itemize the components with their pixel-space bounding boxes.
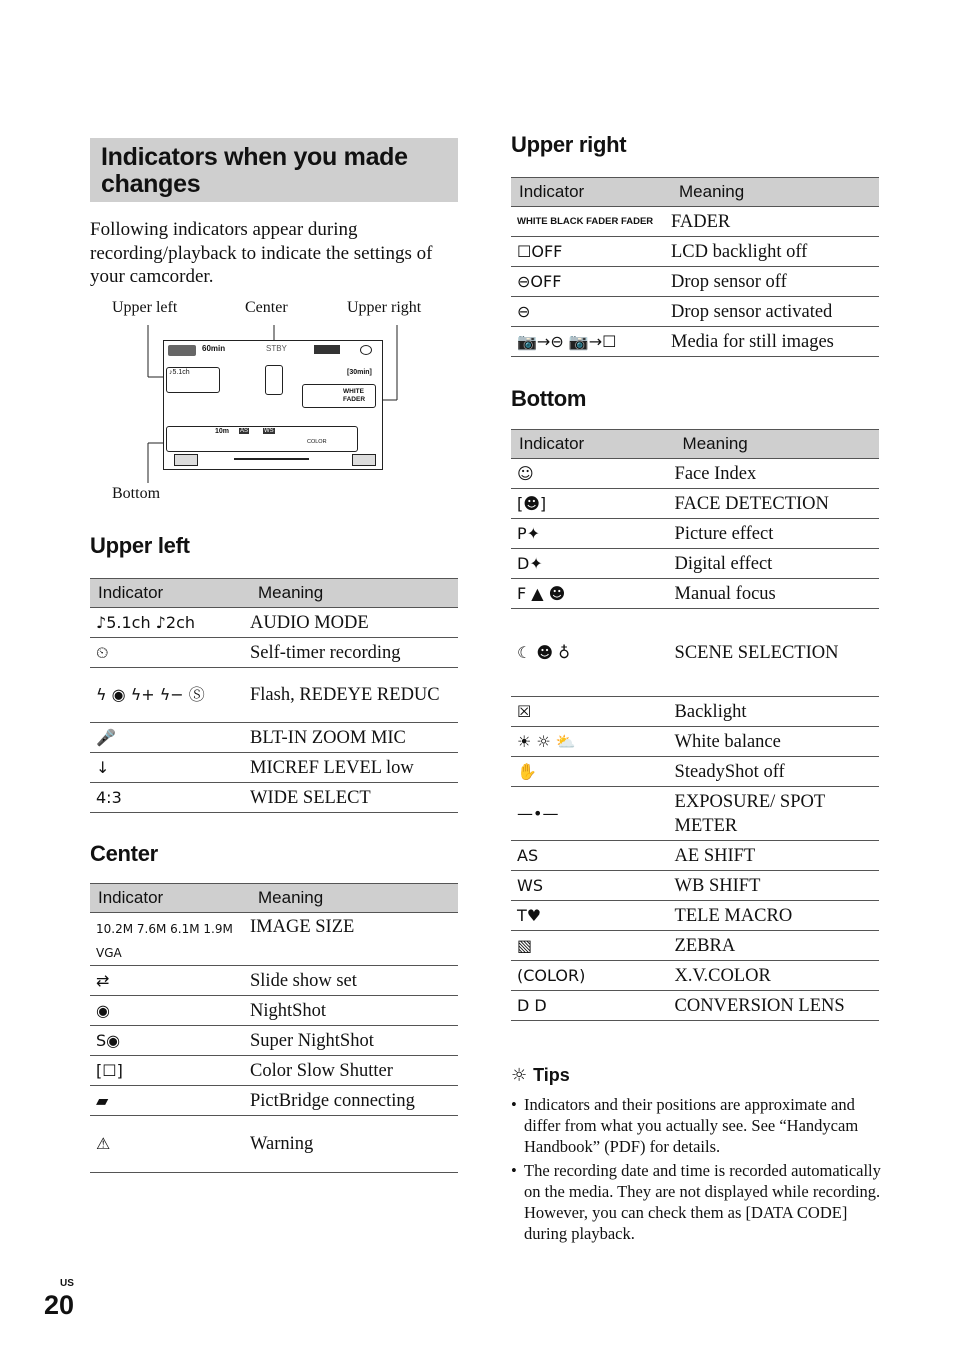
digital-effect-icon: D✦ xyxy=(511,549,675,579)
center-group xyxy=(265,365,283,395)
wb-shift-small: WS xyxy=(264,428,274,434)
manual-focus-icon: F ▲ ☻ xyxy=(511,579,675,609)
table-row xyxy=(511,489,879,519)
table-row xyxy=(511,267,879,297)
meaning-cell: NightShot xyxy=(250,996,458,1026)
table-row xyxy=(90,966,458,996)
diagram-label-center: Center xyxy=(245,299,288,316)
col-meaning: Meaning xyxy=(671,178,879,207)
meaning-cell: Flash, REDEYE REDUC xyxy=(250,668,458,723)
ae-shift-icon: AS xyxy=(511,841,675,871)
tips-heading xyxy=(511,1065,570,1086)
screen-diagram xyxy=(100,295,450,510)
meaning-cell: AE SHIFT xyxy=(675,841,879,871)
table-row xyxy=(511,579,879,609)
table-row xyxy=(90,783,458,813)
audio-mode: ♪5.1ch xyxy=(169,369,190,376)
section-banner xyxy=(90,138,458,202)
tele-macro-icon: T♥ xyxy=(511,901,675,931)
upper-left-table xyxy=(90,578,458,813)
conversion-lens-icon: D D xyxy=(511,991,675,1021)
drop-sensor-icon xyxy=(360,345,372,355)
col-meaning: Meaning xyxy=(675,430,879,459)
diagram-label-upper-left: Upper left xyxy=(112,299,178,316)
col-indicator: Indicator xyxy=(90,884,250,913)
section-title: Indicators when you made changes xyxy=(101,143,408,198)
bottom-group xyxy=(166,426,358,452)
table-row xyxy=(511,787,879,841)
table-row xyxy=(511,327,879,357)
col-indicator: Indicator xyxy=(511,178,671,207)
meaning-cell: EXPOSURE/ SPOT METER xyxy=(675,787,879,841)
play-button-icon xyxy=(174,454,198,466)
table-row xyxy=(511,519,879,549)
backlight-icon: ☒ xyxy=(511,697,675,727)
tip-item: • Indicators and their positions are approximate and differ from what you actually see. See “Handycam Handbook” (PDF) for details. xyxy=(511,1094,883,1157)
diagram-label-upper-right: Upper right xyxy=(347,299,422,316)
meaning-cell: X.V.COLOR xyxy=(675,961,879,991)
table-row xyxy=(90,753,458,783)
upper-left-group xyxy=(166,367,220,393)
pictbridge-icon: ▰ xyxy=(90,1086,250,1116)
meaning-cell: Color Slow Shutter xyxy=(250,1056,458,1086)
tips-list xyxy=(511,1094,883,1247)
self-timer-icon: ⏲ xyxy=(90,638,250,668)
meaning-cell: Super NightShot xyxy=(250,1026,458,1056)
remaining-time: [30min] xyxy=(347,369,372,376)
center-heading: Center xyxy=(90,841,158,866)
table-header-row xyxy=(90,579,458,608)
table-row xyxy=(511,931,879,961)
meaning-cell: Manual focus xyxy=(675,579,879,609)
intro-paragraph: Following indicators appear during recording/playback to indicate the settings of your camcorder. xyxy=(90,219,433,287)
meaning-cell: Media for still images xyxy=(671,327,879,357)
table-row xyxy=(511,991,879,1021)
diagram-label-bottom: Bottom xyxy=(112,485,161,502)
slide-show-icon: ⇄ xyxy=(90,966,250,996)
col-indicator: Indicator xyxy=(90,579,250,608)
upper-right-table xyxy=(511,177,879,357)
meaning-cell: AUDIO MODE xyxy=(250,608,458,638)
lightbulb-icon: ☼ xyxy=(511,1065,528,1086)
meaning-cell: Face Index xyxy=(675,459,879,489)
meaning-cell: SteadyShot off xyxy=(675,757,879,787)
meaning-cell: Self-timer recording xyxy=(250,638,458,668)
meaning-cell: CONVERSION LENS xyxy=(675,991,879,1021)
table-row xyxy=(90,996,458,1026)
table-row xyxy=(511,697,879,727)
home-icon xyxy=(168,345,196,356)
meaning-cell: IMAGE SIZE xyxy=(250,913,458,966)
audio-mode-icon: ♪5.1ch ♪2ch xyxy=(90,608,250,638)
table-row xyxy=(511,549,879,579)
xv-color-icon: (COLOR) xyxy=(511,961,675,991)
white-balance-icon: ☀ ☼ ⛅ xyxy=(511,727,675,757)
zoom-mic-icon: 🎤 xyxy=(90,723,250,753)
micref-level-icon: ↓ xyxy=(90,753,250,783)
bottom-heading: Bottom xyxy=(511,386,587,411)
table-row xyxy=(90,1086,458,1116)
col-meaning: Meaning xyxy=(250,884,458,913)
drop-sensor-off-icon: ⊖OFF xyxy=(511,267,671,297)
table-row xyxy=(90,723,458,753)
image-size-small: 10m xyxy=(215,428,230,435)
warning-icon: ⚠ xyxy=(90,1116,250,1173)
zebra-icon: ▧ xyxy=(511,931,675,961)
xv-color-small: COLOR xyxy=(307,439,327,445)
table-row xyxy=(511,727,879,757)
hd-quality-icon xyxy=(314,345,340,354)
wb-shift-icon: WS xyxy=(511,871,675,901)
face-index-icon: ☺ xyxy=(511,459,675,489)
table-row xyxy=(511,459,879,489)
wide-select-icon: 4:3 xyxy=(90,783,250,813)
meaning-cell: PictBridge connecting xyxy=(250,1086,458,1116)
meaning-cell: Slide show set xyxy=(250,966,458,996)
table-header-row xyxy=(511,178,879,207)
ae-shift-small: AS xyxy=(240,428,249,434)
table-header-row xyxy=(511,430,879,459)
meaning-cell: LCD backlight off xyxy=(671,237,879,267)
picture-effect-icon: P✦ xyxy=(511,519,675,549)
meaning-cell: Picture effect xyxy=(675,519,879,549)
lcd-backlight-off-icon: ☐OFF xyxy=(511,237,671,267)
meaning-cell: SCENE SELECTION xyxy=(675,609,879,697)
flash-icon: ϟ ◉ ϟ+ ϟ− Ⓢ xyxy=(90,668,250,723)
meaning-cell: White balance xyxy=(675,727,879,757)
col-meaning: Meaning xyxy=(250,579,458,608)
upper-left-heading: Upper left xyxy=(90,533,190,558)
meaning-cell: BLT-IN ZOOM MIC xyxy=(250,723,458,753)
upper-right-heading: Upper right xyxy=(511,132,627,157)
exposure-bar xyxy=(234,458,309,460)
image-size-icon: 10.2M 7.6M 6.1M 1.9M VGA xyxy=(90,913,250,966)
meaning-cell: Drop sensor off xyxy=(671,267,879,297)
meaning-cell: Digital effect xyxy=(675,549,879,579)
face-detection-icon: [☻] xyxy=(511,489,675,519)
table-row xyxy=(90,638,458,668)
meaning-cell: TELE MACRO xyxy=(675,901,879,931)
page-region: US xyxy=(60,1278,74,1289)
super-nightshot-icon: S◉ xyxy=(90,1026,250,1056)
meaning-cell: MICREF LEVEL low xyxy=(250,753,458,783)
meaning-cell: Warning xyxy=(250,1116,458,1173)
page-number: 20 xyxy=(44,1290,75,1320)
drop-sensor-icon: ⊖ xyxy=(511,297,671,327)
tips-title: Tips xyxy=(533,1065,570,1085)
scene-selection-icon: ☾ ☻ ♁ xyxy=(511,609,675,697)
table-row xyxy=(511,297,879,327)
meaning-cell: WB SHIFT xyxy=(675,871,879,901)
table-header-row xyxy=(90,884,458,913)
table-row xyxy=(511,961,879,991)
table-row xyxy=(90,1116,458,1173)
tip-item: • The recording date and time is recorded automatically on the media. They are not displayed while recording. However, you can check them as [DATA CODE] during playback. xyxy=(511,1160,883,1244)
steadyshot-off-icon: ✋ xyxy=(511,757,675,787)
table-row xyxy=(90,1056,458,1086)
table-row xyxy=(511,757,879,787)
standby-indicator: STBY xyxy=(266,344,287,353)
fader-icon: WHITE BLACK FADER FADER xyxy=(511,207,671,237)
meaning-cell: Drop sensor activated xyxy=(671,297,879,327)
color-slow-shutter-icon: [☐] xyxy=(90,1056,250,1086)
exposure-meter-icon: —•— xyxy=(511,787,675,841)
table-row xyxy=(90,608,458,638)
table-row xyxy=(511,207,879,237)
table-row xyxy=(511,609,879,697)
battery-remaining: 60min xyxy=(202,344,226,353)
meaning-cell: FADER xyxy=(671,207,879,237)
meaning-cell: ZEBRA xyxy=(675,931,879,961)
table-row xyxy=(90,913,458,966)
table-row xyxy=(511,901,879,931)
meaning-cell: Backlight xyxy=(675,697,879,727)
meaning-cell: FACE DETECTION xyxy=(675,489,879,519)
table-row xyxy=(511,841,879,871)
option-button-icon xyxy=(352,454,376,466)
col-indicator: Indicator xyxy=(511,430,675,459)
center-table xyxy=(90,883,458,1173)
table-row xyxy=(90,668,458,723)
fader-indicator: WHITE FADER xyxy=(343,388,366,403)
bottom-table xyxy=(511,429,879,1021)
nightshot-icon: ◉ xyxy=(90,996,250,1026)
meaning-cell: WIDE SELECT xyxy=(250,783,458,813)
table-row xyxy=(511,871,879,901)
media-still-images-icon: 📷→⊖ 📷→☐ xyxy=(511,327,671,357)
lcd-screen-illustration xyxy=(163,340,383,470)
table-row xyxy=(511,237,879,267)
table-row xyxy=(90,1026,458,1056)
upper-right-group xyxy=(302,384,376,408)
